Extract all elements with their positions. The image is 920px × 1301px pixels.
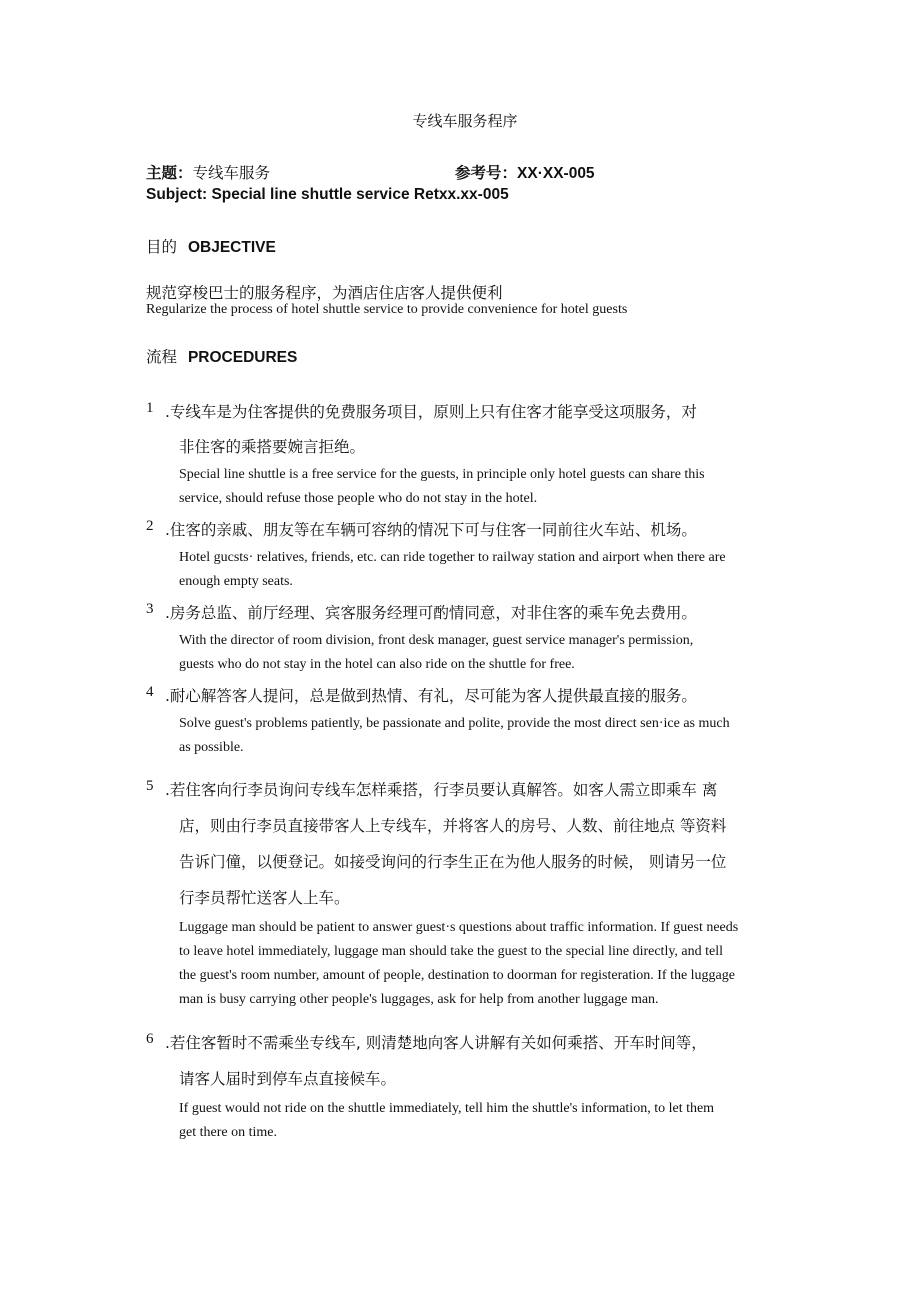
reference-value: XX·XX-005	[517, 165, 595, 182]
objective-text-cn: 规范穿梭巴士的服务程序，为酒店住店客人提供便利	[146, 284, 503, 302]
procedure-en-line: With the director of room division, front desk manager, guest service manager's permission,	[179, 633, 694, 648]
procedures-heading-cn: 流程	[146, 348, 178, 366]
procedure-number: 1	[146, 400, 154, 416]
procedure-en-line: If guest would not ride on the shuttle immediately, tell him the shuttle's information, to let them	[179, 1101, 715, 1116]
subject-cn-value: 专线车服务	[192, 164, 271, 182]
procedure-cn-line: .若住客向行李员询问专线车怎样乘搭，行李员要认真解答。如客人需立即乘车 离	[165, 781, 718, 799]
procedure-en-line: man is busy carrying other people's luggages, ask for help from another luggage man.	[179, 992, 659, 1007]
procedures-heading-en: PROCEDURES	[187, 349, 298, 366]
subject-cn-label: 主题：	[146, 165, 193, 182]
procedure-en-line: enough empty seats.	[179, 574, 293, 589]
procedure-cn-line: .专线车是为住客提供的免费服务项目，原则上只有住客才能享受这项服务，对	[165, 403, 697, 421]
procedure-en-line: Luggage man should be patient to answer guest·s questions about traffic information. If guest needs	[179, 920, 739, 935]
procedure-cn-line: 非住客的乘搭要婉言拒绝。	[179, 438, 366, 456]
objective-text-en: Regularize the process of hotel shuttle service to provide convenience for hotel guests	[146, 302, 628, 317]
procedure-en-line: service, should refuse those people who do not stay in the hotel.	[179, 491, 538, 506]
subject-cn	[146, 161, 270, 183]
page-title: 专线车服务程序	[412, 112, 518, 130]
procedure-cn-line: .房务总监、前厅经理、宾客服务经理可酌情同意，对非住客的乘车免去费用。	[165, 604, 697, 622]
procedure-number: 6	[146, 1031, 154, 1047]
procedure-number: 4	[146, 684, 154, 700]
procedure-en-line: to leave hotel immediately, luggage man should take the guest to the special line directly, and tell	[179, 944, 724, 959]
objective-heading-en: OBJECTIVE	[187, 239, 276, 256]
procedure-en-line: as possible.	[179, 740, 244, 755]
procedure-cn-line: 请客人届时到停车点直接候车。	[179, 1070, 397, 1088]
procedure-cn-line: 行李员帮忙送客人上车。	[179, 889, 350, 907]
procedure-number: 3	[146, 601, 154, 617]
procedure-en-line: Hotel gucsts· relatives, friends, etc. can ride together to railway station and airport when there are	[179, 550, 726, 565]
procedure-cn-line: .耐心解答客人提问，总是做到热情、有礼，尽可能为客人提供最直接的服务。	[165, 687, 697, 705]
procedure-en-line: the guest's room number, amount of people, destination to doorman for registeration. If the luggage	[179, 968, 735, 983]
procedure-number: 5	[146, 778, 154, 794]
procedure-cn-line: 店，则由行李员直接带客人上专线车，并将客人的房号、人数、前往地点 等资料	[179, 817, 727, 835]
procedure-en-line: Special line shuttle is a free service for the guests, in principle only hotel guests can share this	[179, 467, 705, 482]
procedure-en-line: guests who do not stay in the hotel can also ride on the shuttle for free.	[179, 657, 575, 672]
procedure-number: 2	[146, 518, 154, 534]
reference-label: 参考号：	[455, 164, 518, 182]
procedure-en-line: get there on time.	[179, 1125, 277, 1140]
procedure-cn-line: .若住客暂时不需乘坐专线车, 则清楚地向客人讲解有关如何乘搭、开车时间等，	[165, 1034, 707, 1052]
objective-heading-cn: 目的	[146, 238, 178, 256]
procedure-en-line: Solve guest's problems patiently, be passionate and polite, provide the most direct sen·ice as much	[179, 716, 730, 731]
procedure-cn-line: .住客的亲戚、朋友等在车辆可容纳的情况下可与住客一同前往火车站、机场。	[165, 521, 697, 539]
subject-en: Subject: Special line shuttle service Retxx.xx-005	[146, 186, 509, 203]
procedures-heading	[146, 345, 297, 367]
reference-number	[455, 161, 595, 183]
objective-heading	[146, 235, 276, 257]
procedure-cn-line: 告诉门僮，以便登记。如接受询问的行李生正在为他人服务的时候， 则请另一位	[179, 853, 727, 871]
